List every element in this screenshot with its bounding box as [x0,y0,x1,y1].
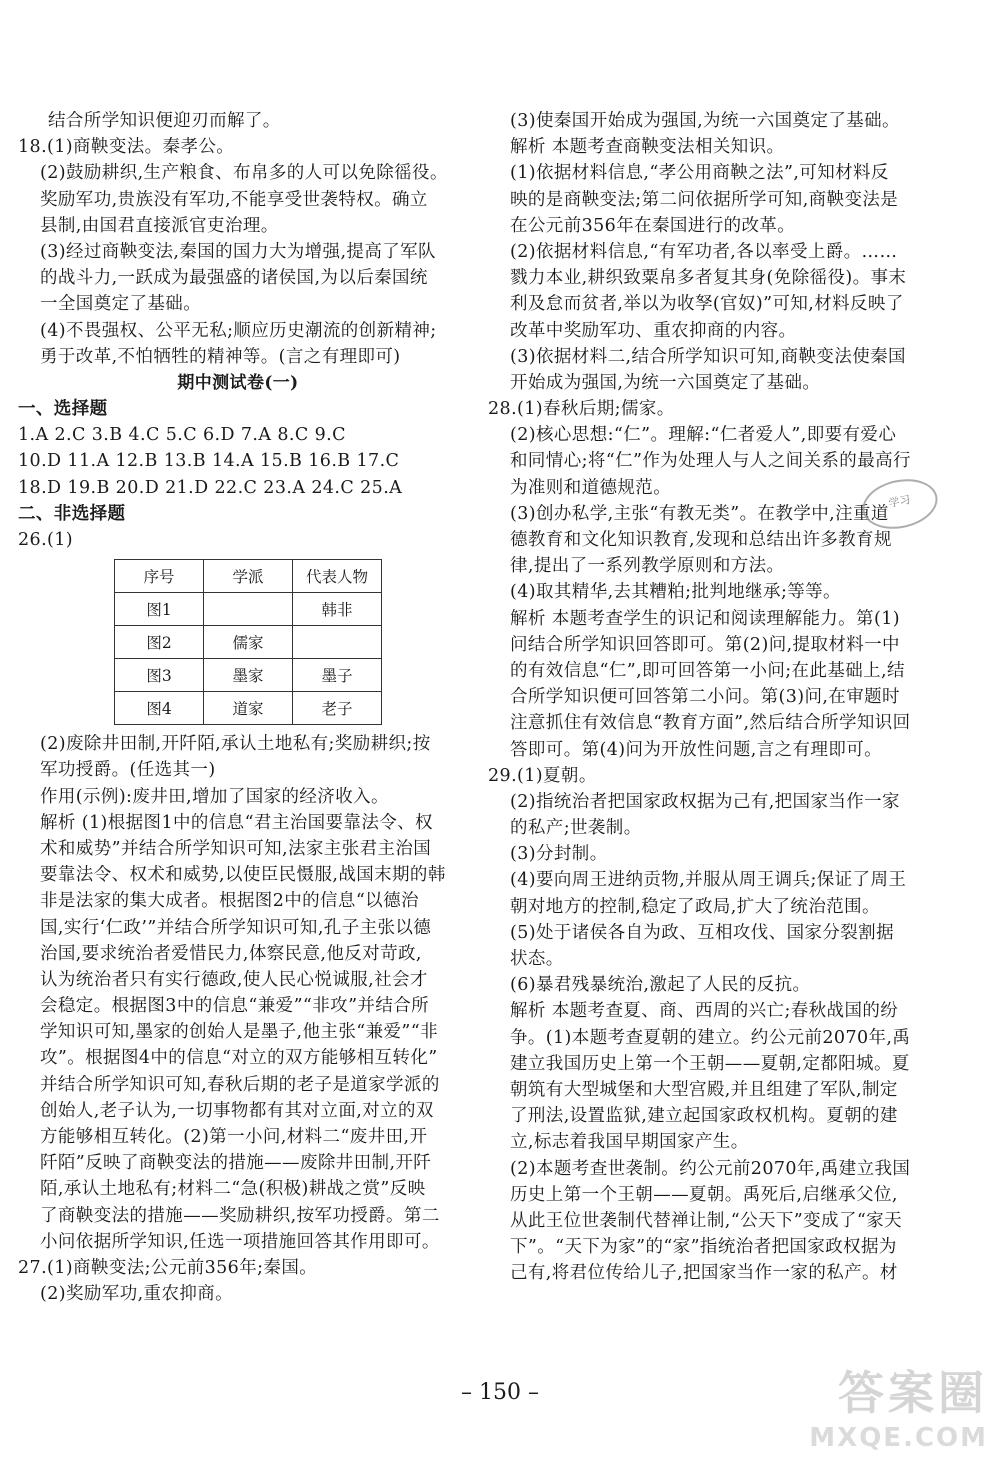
table-header-cell: 学派 [204,560,293,593]
text-line: 在公元前356年在秦国进行的改革。 [510,215,796,236]
text-line: (3)使秦国开始成为强国,为统一六国奠定了基础。 [510,111,900,131]
text-line: 从此王位世袭制代替禅让制,“公天下”变成了“家天 [510,1210,903,1231]
text-line: 阡陌”反映了商鞅变法的措施——废除井田制,开阡 [40,1153,432,1174]
text-line: 27.(1)商鞅变法;公元前356年;秦国。 [18,1257,318,1278]
text-line: 了刑法,设置监狱,建立起国家政权机构。夏朝的建 [510,1106,898,1127]
text-line: 期中测试卷(一) [177,372,299,393]
text-line: 一全国奠定了基础。 [40,294,202,315]
text-line: (6)暴君残暴统治,激起了人民的反抗。 [510,975,811,996]
text-line: 解析 (1)根据图1中的信息“君主治国要靠法令、权 [40,812,433,833]
text-line: 解析 本题考查商鞅变法相关知识。 [510,137,785,158]
table-cell: 图2 [115,626,204,659]
text-line: (2)依据材料信息,“有军功者,各以率受上爵。…… [510,241,898,262]
table-cell: 韩非 [293,593,382,626]
text-line: 1.A 2.C 3.B 4.C 5.C 6.D 7.A 8.C 9.C [18,425,346,446]
text-line: 争。(1)本题考查夏朝的建立。约公元前2070年,禹 [510,1027,911,1048]
text-line: 治国,要求统治者爱惜民力,体察民意,他反对苛政, [40,943,422,964]
text-line: 18.D 19.B 20.D 21.D 22.C 23.A 24.C 25.A [18,477,403,498]
text-line: 创始人,老子认为,一切事物都有其对立面,对立的双 [40,1100,434,1121]
text-line: 律,提出了一系列教学原则和方法。 [510,556,785,577]
table-row [115,626,382,659]
table-header-cell: 序号 [115,560,204,593]
table-cell [204,593,293,626]
watermark-url: MXQE.COM [809,1423,988,1453]
table-cell: 墨子 [293,659,382,692]
text-line: (1)依据材料信息,“孝公用商鞅之法”,可知材料反 [510,163,889,184]
text-line: 戮力本业,耕织致粟帛多者复其身(免除徭役)。事末 [510,268,907,289]
text-line: 奖励军功,贵族没有军功,不能享受世袭特权。确立 [40,189,428,210]
text-line: 陌,承认土地私有;材料二“急(积极)耕战之赏”反映 [40,1179,426,1200]
left-text-block-1 [18,108,458,553]
table-body [115,593,382,725]
text-line: 立,标志着我国早期国家产生。 [510,1132,749,1153]
table-cell: 图1 [115,593,204,626]
text-line: (2)废除井田制,开阡陌,承认土地私有;奖励耕织;按 [40,734,431,755]
right-text-block [488,108,911,1286]
text-line: 26.(1) [18,530,74,550]
text-line: 军功授爵。(任选其一) [40,760,216,781]
text-line: 的战斗力,一跃成为最强盛的诸侯国,为以后秦国统 [40,268,428,289]
school-table [114,559,382,725]
text-line: (2)奖励军功,重农抑商。 [40,1284,234,1305]
text-line: 答即可。第(4)问为开放性问题,言之有理即可。 [510,739,883,760]
text-line: 小问依据所学知识,任选一项措施回答其作用即可。 [40,1231,440,1252]
text-line: 术和威势”并结合所学知识可知,法家主张君主治国 [40,838,432,859]
text-line: 解析 本题考查夏、商、西周的兴亡;春秋战国的纷 [510,1001,899,1022]
text-line: 了商鞅变法的措施——奖励耕织,按军功授爵。第二 [40,1205,440,1226]
left-text-block-2 [18,731,458,1307]
text-line: 勇于改革,不怕牺牲的精神等。(言之有理即可) [40,346,401,367]
text-line: (3)创办私学,主张“有教无类”。在教学中,注重道 [510,503,889,524]
left-column [18,108,458,1307]
text-line: 利及怠而贫者,举以为收孥(官奴)”可知,材料反映了 [510,294,904,315]
text-line: (4)取其精华,去其糟粕;批判地继承;等等。 [510,582,841,603]
table-cell: 图4 [115,692,204,725]
text-line: 己有,将君位传给儿子,把国家当作一家的私产。材 [510,1263,898,1284]
table-row [115,593,382,626]
table-cell [293,626,382,659]
text-line: 认为统治者只有实行德政,使人民心悦诚服,社会才 [40,969,428,990]
page-number: – 150 – [461,1380,539,1405]
text-line: 和同情心;将“仁”作为处理人与人之间关系的最高行 [510,451,911,472]
watermark-title: 答案圈 [838,1366,988,1420]
right-column [488,108,911,1286]
text-line: (3)分封制。 [510,844,608,865]
text-line: 国,实行‘仁政’”并结合所学知识可知,孔子主张以德 [40,917,432,938]
text-line: 10.D 11.A 12.B 13.B 14.A 15.B 16.B 17.C [18,451,400,472]
watermark-logo [809,1357,988,1453]
text-line: 学知识可知,墨家的创始人是墨子,他主张“兼爱”“非 [40,1022,438,1043]
stamp-mark: 学习 [858,473,942,536]
text-line: (3)经过商鞅变法,秦国的国力大为增强,提高了军队 [40,241,436,262]
text-line: 问结合所学知识回答即可。第(2)问,提取材料一中 [510,634,900,655]
table-cell: 老子 [293,692,382,725]
text-line: 解析 本题考查学生的识记和阅读理解能力。第(1) [510,608,900,629]
text-line: 德教育和文化知识教育,发现和总结出许多教育规 [510,530,892,550]
text-line: 18.(1)商鞅变法。秦孝公。 [18,137,235,158]
text-line: (4)不畏强权、公平无私;顺应历史潮流的创新精神; [40,320,437,341]
text-line: 一、选择题 [18,399,108,420]
text-line: (2)本题考查世袭制。约公元前2070年,禹建立我国 [510,1158,911,1179]
text-line: (2)核心思想:“仁”。理解:“仁者爱人”,即要有爱心 [510,425,897,446]
text-line: 历史上第一个王朝——夏朝。禹死后,启继承父位, [510,1184,898,1205]
text-line: (5)处于诸侯各自为政、互相攻伐、国家分裂割据 [510,922,894,943]
text-line: 县制,由国君直接派官吏治理。 [40,215,279,236]
text-line: 朝对地方的控制,稳定了政局,扩大了统治范围。 [510,896,880,917]
table-header-row [115,560,382,593]
text-line: 并结合所学知识可知,春秋后期的老子是道家学派的 [40,1074,440,1095]
table-cell: 墨家 [204,659,293,692]
table-row [115,659,382,692]
text-line: 作用(示例):废井田,增加了国家的经济收入。 [40,786,389,807]
text-line: 映的是商鞅变法;第二问依据所学可知,商鞅变法是 [510,189,899,210]
text-line: 的私产;世袭制。 [510,818,642,839]
text-line: 朝筑有大型城堡和大型宫殿,并且组建了军队,制定 [510,1079,898,1100]
text-line: 状态。 [510,949,564,969]
text-line: 结合所学知识便迎刃而解了。 [48,111,281,131]
text-line: 建立我国历史上第一个王朝——夏朝,定都阳城。夏 [510,1053,910,1074]
text-line: 开始成为强国,为统一六国奠定了基础。 [510,372,821,393]
text-line: (4)要向周王进纳贡物,并服从周王调兵;保证了周王 [510,870,907,891]
text-line: 注意抓住有效信息“教育方面”,然后结合所学知识回 [510,713,911,734]
text-line: 会稳定。根据图3中的信息“兼爱”“非攻”并结合所 [40,996,430,1017]
text-line: 29.(1)夏朝。 [488,765,597,786]
text-line: 下”。“天下为家”的“家”指统治者把国家政权据为 [510,1237,897,1258]
text-line: (2)鼓励耕织,生产粮食、布帛多的人可以免除徭役。 [40,163,448,184]
table-cell: 道家 [204,692,293,725]
text-line: 要靠法令、权术和威势,以使臣民慑服,战国末期的韩 [40,865,446,886]
table-cell: 儒家 [204,626,293,659]
text-line: 为准则和道德规范。 [510,477,672,498]
text-line: 的有效信息“仁”,即可回答第一小问;在此基础上,结 [510,660,905,681]
table-header-cell: 代表人物 [293,560,382,593]
text-line: 二、非选择题 [18,503,126,524]
text-line: 28.(1)春秋后期;儒家。 [488,399,675,420]
table-cell: 图3 [115,659,204,692]
text-line: 合所学知识便可回答第二小问。第(3)问,在审题时 [510,687,900,708]
text-line: (3)依据材料二,结合所学知识可知,商鞅变法使秦国 [510,346,906,367]
text-line: 方能够相互转化。(2)第一小问,材料二“废井田,开 [40,1127,428,1147]
text-line: 攻”。根据图4中的信息“对立的双方能够相互转化” [40,1048,438,1069]
text-line: 改革中奖励军功、重农抑商的内容。 [510,320,797,341]
text-line: 非是法家的集大成者。根据图2中的信息“以德治 [40,891,419,912]
text-line: (2)指统治者把国家政权据为己有,把国家当作一家 [510,791,900,812]
table-row [115,692,382,725]
